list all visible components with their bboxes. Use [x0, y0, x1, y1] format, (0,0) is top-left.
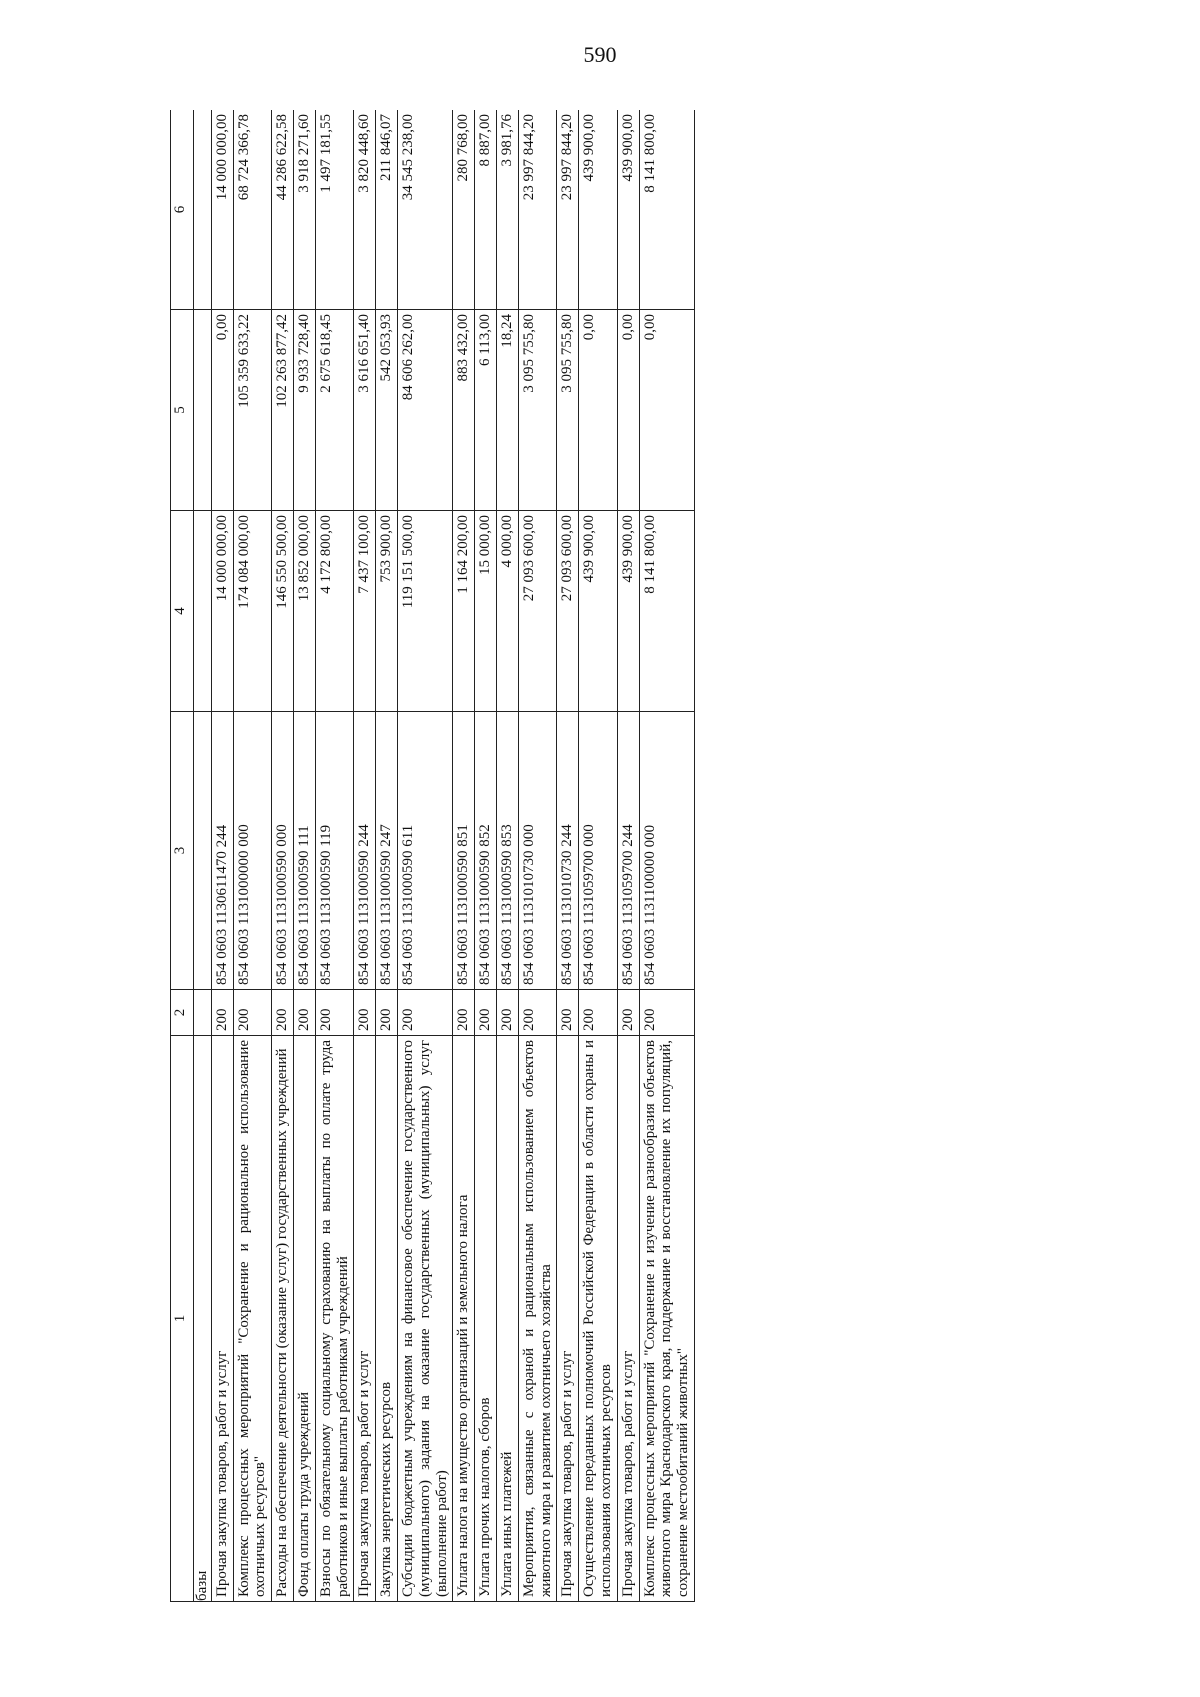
- table-row: [639, 110, 694, 1602]
- budget-classification-code: 854 0603 1131059700 244: [617, 712, 639, 990]
- row-col5-amount: 0,00: [579, 310, 618, 511]
- row-col6-amount: 3 981,76: [496, 110, 518, 310]
- carryover-text: базы: [194, 1036, 212, 1602]
- row-col5-amount: 883 432,00: [453, 310, 475, 511]
- row-col5-amount: 3 616 651,40: [354, 310, 376, 511]
- row-col5-amount: 2 675 618,45: [315, 310, 354, 511]
- column-header: 1: [171, 1036, 194, 1602]
- row-col4-amount: 146 550 500,00: [272, 511, 294, 712]
- budget-classification-code: 854 0603 1131010730 244: [557, 712, 579, 990]
- carryover-row: [194, 110, 212, 1602]
- row-col5-amount: 18,24: [496, 310, 518, 511]
- row-col6-amount: 211 846,07: [376, 110, 398, 310]
- budget-classification-code: 854 0603 1131000590 000: [272, 712, 294, 990]
- row-col4-amount: 27 093 600,00: [518, 511, 557, 712]
- row-col5-amount: 9 933 728,40: [293, 310, 315, 511]
- row-col2: 200: [397, 990, 452, 1036]
- row-col4-amount: 174 084 000,00: [233, 511, 272, 712]
- row-col5-amount: 0,00: [211, 310, 233, 511]
- budget-classification-code: 854 0603 1131000590 852: [475, 712, 497, 990]
- table-row: [354, 110, 376, 1602]
- rotated-table-wrapper: [170, 110, 1020, 1602]
- budget-classification-code: 854 0603 1131100000 000: [639, 712, 694, 990]
- row-col2: 200: [315, 990, 354, 1036]
- row-col6-amount: 68 724 366,78: [233, 110, 272, 310]
- row-col6-amount: 23 997 844,20: [518, 110, 557, 310]
- table-row: [376, 110, 398, 1602]
- empty-cell: [194, 712, 212, 990]
- row-col6-amount: 280 768,00: [453, 110, 475, 310]
- row-description: Взносы по обязательному социальному страхованию на выплаты по оплате труда работников и иные выплаты работникам учреждений: [315, 1036, 354, 1602]
- row-description: Прочая закупка товаров, работ и услуг: [211, 1036, 233, 1602]
- row-col6-amount: 439 900,00: [617, 110, 639, 310]
- table-row: [617, 110, 639, 1602]
- row-col6-amount: 3 918 271,60: [293, 110, 315, 310]
- row-col5-amount: 105 359 633,22: [233, 310, 272, 511]
- table-row: [315, 110, 354, 1602]
- row-col2: 200: [376, 990, 398, 1036]
- page-number: 590: [583, 42, 617, 67]
- row-description: Прочая закупка товаров, работ и услуг: [354, 1036, 376, 1602]
- row-col5-amount: 102 263 877,42: [272, 310, 294, 511]
- table-row: [496, 110, 518, 1602]
- row-col2: 200: [354, 990, 376, 1036]
- table-row: [272, 110, 294, 1602]
- row-description: Расходы на обеспечение деятельности (оказание услуг) государственных учреждений: [272, 1036, 294, 1602]
- row-col4-amount: 14 000 000,00: [211, 511, 233, 712]
- row-description: Прочая закупка товаров, работ и услуг: [557, 1036, 579, 1602]
- budget-table: [170, 110, 695, 1602]
- row-col6-amount: 14 000 000,00: [211, 110, 233, 310]
- row-description: Мероприятия, связанные с охраной и рациональным использованием объектов животного мира и развитием охотничьего хозяйства: [518, 1036, 557, 1602]
- budget-classification-code: 854 0603 1131000590 244: [354, 712, 376, 990]
- row-col6-amount: 8 141 800,00: [639, 110, 694, 310]
- table-row: [397, 110, 452, 1602]
- empty-cell: [194, 110, 212, 310]
- row-col5-amount: 84 606 262,00: [397, 310, 452, 511]
- row-col4-amount: 13 852 000,00: [293, 511, 315, 712]
- row-col6-amount: 44 286 622,58: [272, 110, 294, 310]
- row-description: Субсидии бюджетным учреждениям на финансовое обеспечение государственного (муниципального) задания на оказание государственных (муниципальных) услуг (выполнение работ): [397, 1036, 452, 1602]
- row-col2: 200: [233, 990, 272, 1036]
- table-row: [475, 110, 497, 1602]
- budget-classification-code: 854 0603 1131000590 853: [496, 712, 518, 990]
- budget-classification-code: 854 0603 1131000590 611: [397, 712, 452, 990]
- row-col6-amount: 23 997 844,20: [557, 110, 579, 310]
- column-header-row: [171, 110, 194, 1602]
- row-description: Уплата иных платежей: [496, 1036, 518, 1602]
- row-col5-amount: 6 113,00: [475, 310, 497, 511]
- row-col4-amount: 439 900,00: [617, 511, 639, 712]
- column-header: 2: [171, 990, 194, 1036]
- budget-classification-code: 854 0603 1131000590 851: [453, 712, 475, 990]
- table-row: [293, 110, 315, 1602]
- budget-classification-code: 854 0603 1131000590 111: [293, 712, 315, 990]
- row-col6-amount: 3 820 448,60: [354, 110, 376, 310]
- row-col4-amount: 7 437 100,00: [354, 511, 376, 712]
- budget-table-body: [171, 110, 695, 1602]
- row-col6-amount: 1 497 181,55: [315, 110, 354, 310]
- row-description: Фонд оплаты труда учреждений: [293, 1036, 315, 1602]
- row-col2: 200: [617, 990, 639, 1036]
- row-col2: 200: [557, 990, 579, 1036]
- row-col5-amount: 3 095 755,80: [518, 310, 557, 511]
- empty-cell: [194, 511, 212, 712]
- row-description: Осуществление переданных полномочий Российской Федерации в области охраны и использования охотничьих ресурсов: [579, 1036, 618, 1602]
- row-col4-amount: 439 900,00: [579, 511, 618, 712]
- row-col2: 200: [579, 990, 618, 1036]
- row-col6-amount: 34 545 238,00: [397, 110, 452, 310]
- table-row: [579, 110, 618, 1602]
- row-col2: 200: [518, 990, 557, 1036]
- budget-classification-code: 854 0603 1131000590 247: [376, 712, 398, 990]
- row-col4-amount: 1 164 200,00: [453, 511, 475, 712]
- row-col6-amount: 439 900,00: [579, 110, 618, 310]
- row-col4-amount: 8 141 800,00: [639, 511, 694, 712]
- budget-classification-code: 854 0603 1131000000 000: [233, 712, 272, 990]
- row-col4-amount: 4 000,00: [496, 511, 518, 712]
- row-col2: 200: [272, 990, 294, 1036]
- row-col2: 200: [453, 990, 475, 1036]
- row-description: Комплекс процессных мероприятий "Сохранение и изучение разнообразия объектов животного мира Краснодарского края, поддержание и восстановление их популяций, сохранение местообитаний животных": [639, 1036, 694, 1602]
- table-row: [453, 110, 475, 1602]
- budget-classification-code: 854 0603 1131059700 000: [579, 712, 618, 990]
- table-row: [518, 110, 557, 1602]
- row-col4-amount: 15 000,00: [475, 511, 497, 712]
- column-header: 5: [171, 310, 194, 511]
- row-col5-amount: 3 095 755,80: [557, 310, 579, 511]
- empty-cell: [194, 310, 212, 511]
- table-row: [233, 110, 272, 1602]
- row-description: Прочая закупка товаров, работ и услуг: [617, 1036, 639, 1602]
- table-frame: [170, 110, 1020, 1602]
- budget-classification-code: 854 0603 1131000590 119: [315, 712, 354, 990]
- row-col2: 200: [211, 990, 233, 1036]
- row-col2: 200: [475, 990, 497, 1036]
- row-col4-amount: 753 900,00: [376, 511, 398, 712]
- row-description: Комплекс процессных мероприятий "Сохранение и рациональное использование охотничьих ресурсов": [233, 1036, 272, 1602]
- row-col5-amount: 0,00: [639, 310, 694, 511]
- row-col2: 200: [496, 990, 518, 1036]
- column-header: 4: [171, 511, 194, 712]
- row-col4-amount: 27 093 600,00: [557, 511, 579, 712]
- row-col5-amount: 0,00: [617, 310, 639, 511]
- row-col4-amount: 4 172 800,00: [315, 511, 354, 712]
- column-header: 6: [171, 110, 194, 310]
- table-row: [557, 110, 579, 1602]
- table-row: [211, 110, 233, 1602]
- row-col5-amount: 542 053,93: [376, 310, 398, 511]
- column-header: 3: [171, 712, 194, 990]
- row-col4-amount: 119 151 500,00: [397, 511, 452, 712]
- row-col6-amount: 8 887,00: [475, 110, 497, 310]
- row-description: Закупка энергетических ресурсов: [376, 1036, 398, 1602]
- budget-classification-code: 854 0603 1130611470 244: [211, 712, 233, 990]
- row-description: Уплата налога на имущество организаций и земельного налога: [453, 1036, 475, 1602]
- row-description: Уплата прочих налогов, сборов: [475, 1036, 497, 1602]
- row-col2: 200: [293, 990, 315, 1036]
- row-col2: 200: [639, 990, 694, 1036]
- empty-cell: [194, 990, 212, 1036]
- budget-classification-code: 854 0603 1131010730 000: [518, 712, 557, 990]
